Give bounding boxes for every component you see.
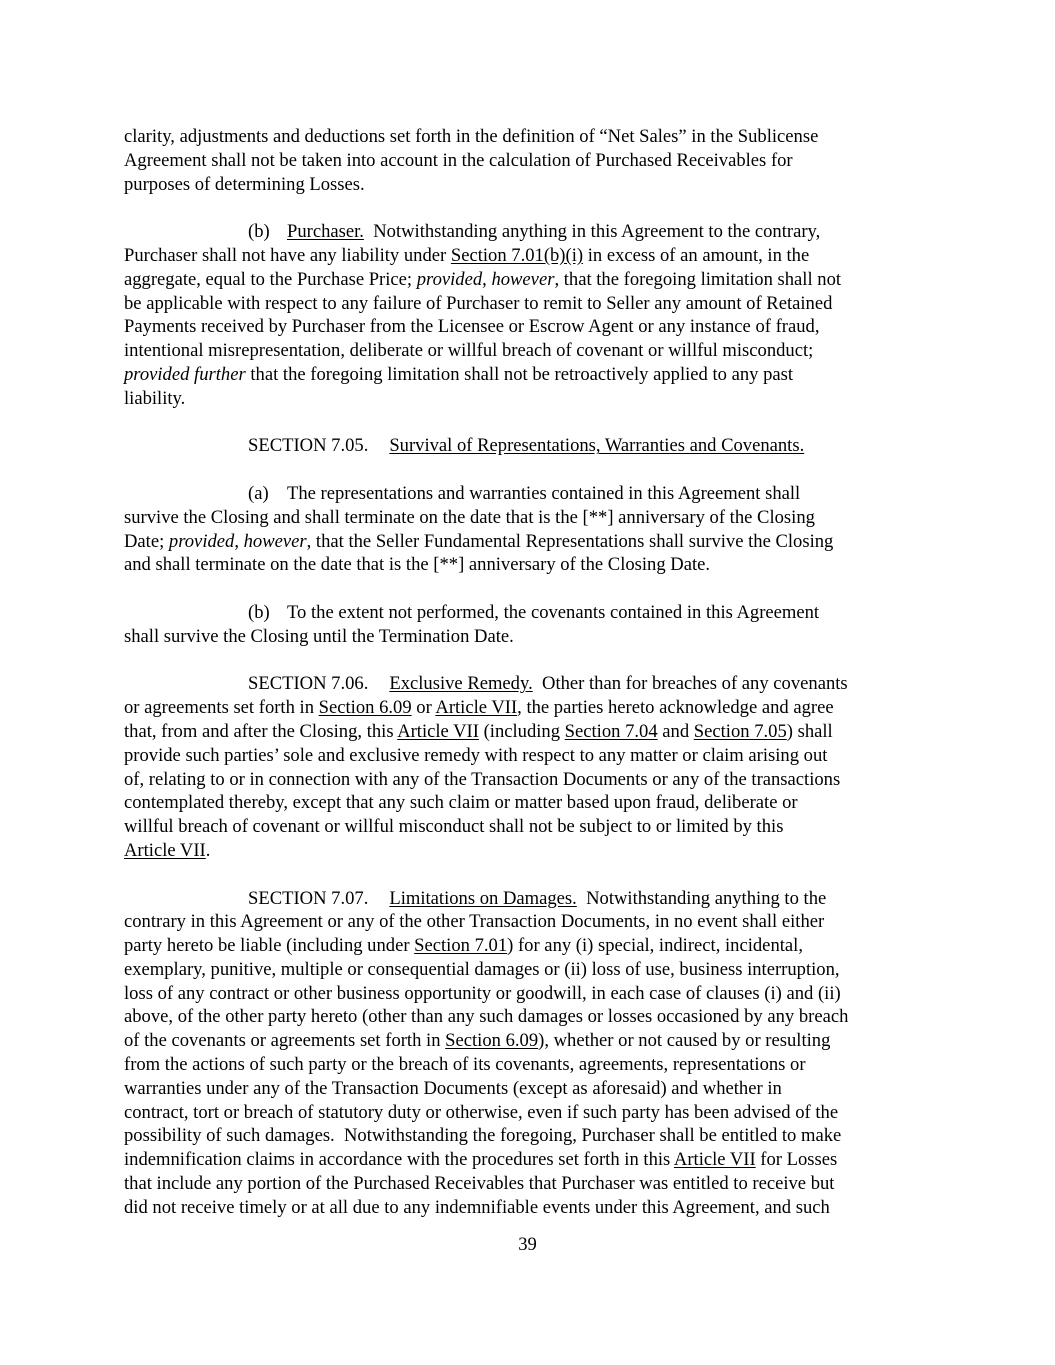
text-line: did not receive timely or at all due to any indemnifiable events under this Agreement, and such bbox=[124, 1196, 830, 1218]
section-number: SECTION 7.06. bbox=[248, 673, 369, 695]
text-line: willful breach of covenant or willful misconduct shall not be subject to or limited by this bbox=[124, 816, 784, 838]
cross-reference: Section 7.04 bbox=[564, 720, 658, 742]
text-line: loss of any contract or other business opportunity or goodwill, in each case of clauses (i) and (ii) bbox=[124, 982, 841, 1004]
cross-reference: Article VII bbox=[435, 697, 518, 719]
italic-term: however bbox=[243, 530, 307, 552]
text-span: Notwithstanding anything in this Agreement to the contrary, bbox=[363, 221, 821, 243]
cross-reference: Article VII bbox=[397, 720, 479, 742]
text-line: purposes of determining Losses. bbox=[124, 173, 365, 195]
section-title: Exclusive Remedy. bbox=[389, 673, 533, 695]
text-line: Agreement shall not be taken into account in the calculation of Purchased Receivables for bbox=[124, 149, 793, 171]
text-span: for Losses bbox=[755, 1149, 838, 1171]
italic-term: provided further bbox=[124, 363, 246, 385]
text-span: ) for any (i) special, indirect, incidental, bbox=[507, 935, 803, 957]
paragraph-survival-b bbox=[124, 601, 934, 649]
text-span: , that the foregoing limitation shall not bbox=[554, 268, 842, 290]
text-line: and shall terminate on the date that is the [**] anniversary of the Closing Date. bbox=[124, 554, 711, 576]
text-line: of, relating to or in connection with any of the Transaction Documents or any of the transactions bbox=[124, 768, 841, 790]
text-span: and bbox=[657, 720, 694, 742]
section-number: SECTION 7.07. bbox=[248, 887, 369, 909]
clause-label: (b) bbox=[248, 221, 270, 243]
text-span: ) shall bbox=[786, 720, 833, 742]
text-span: that, from and after the Closing, this bbox=[124, 720, 398, 742]
text-span: that the foregoing limitation shall not be retroactively applied to any past bbox=[245, 363, 794, 385]
text-span: , that the Seller Fundamental Representations shall survive the Closing bbox=[306, 530, 834, 552]
text-line: above, of the other party hereto (other than any such damages or losses occasioned by any breach bbox=[124, 1006, 849, 1028]
document-page bbox=[124, 125, 934, 1243]
clause-label: (a) bbox=[248, 482, 269, 504]
text-line: that include any portion of the Purchased Receivables that Purchaser was entitled to receive but bbox=[124, 1173, 835, 1195]
paragraph-survival-a bbox=[124, 482, 934, 577]
text-line: exemplary, punitive, multiple or consequential damages or (ii) loss of use, business interruption, bbox=[124, 958, 840, 980]
text-span: The representations and warranties contained in this Agreement shall bbox=[287, 482, 801, 504]
paragraph-purchaser bbox=[124, 220, 934, 410]
text-span: Notwithstanding anything to the bbox=[576, 887, 827, 909]
italic-term: however bbox=[491, 268, 555, 290]
section-title: Survival of Representations, Warranties and Covenants. bbox=[389, 435, 805, 457]
text-line: be applicable with respect to any failure of Purchaser to remit to Seller any amount of Retained bbox=[124, 292, 833, 314]
cross-reference: Section 7.05 bbox=[693, 720, 787, 742]
clause-heading: Purchaser. bbox=[287, 221, 364, 243]
section-7-06-paragraph bbox=[124, 672, 934, 862]
text-line: provide such parties’ sole and exclusive remedy with respect to any matter or claim arising out bbox=[124, 744, 828, 766]
text-span: Date; bbox=[124, 530, 169, 552]
text-line: Payments received by Purchaser from the Licensee or Escrow Agent or any instance of fraud, bbox=[124, 316, 820, 338]
text-line: warranties under any of the Transaction Documents (except as aforesaid) and whether in bbox=[124, 1077, 782, 1099]
text-span: or agreements set forth in bbox=[124, 697, 319, 719]
section-title: Limitations on Damages. bbox=[389, 887, 577, 909]
text-span: Purchaser shall not have any liability under bbox=[124, 244, 451, 266]
text-span: of the covenants or agreements set forth in bbox=[124, 1030, 446, 1052]
text-line: intentional misrepresentation, deliberate or willful breach of covenant or willful misconduct; bbox=[124, 340, 814, 362]
text-line: shall survive the Closing until the Termination Date. bbox=[124, 625, 514, 647]
italic-term: provided bbox=[416, 268, 483, 290]
section-7-07-paragraph bbox=[124, 887, 934, 1220]
clause-label: (b) bbox=[248, 601, 270, 623]
text-line: liability. bbox=[124, 387, 186, 409]
text-span: Other than for breaches of any covenants bbox=[532, 673, 848, 695]
cross-reference: Section 7.01 bbox=[414, 935, 508, 957]
text-span: , the parties hereto acknowledge and agree bbox=[517, 697, 834, 719]
cross-reference: Section 6.09 bbox=[318, 697, 412, 719]
text-span: or bbox=[411, 697, 436, 719]
text-span: . bbox=[205, 839, 211, 861]
cross-reference: Article VII bbox=[124, 839, 206, 861]
text-line: contract, tort or breach of statutory duty or otherwise, even if such party has been advised of the bbox=[124, 1101, 839, 1123]
section-number: SECTION 7.05. bbox=[248, 435, 369, 457]
page-number: 39 bbox=[518, 1234, 537, 1255]
paragraph-net-sales-continuation bbox=[124, 125, 934, 196]
text-span: , bbox=[234, 530, 244, 552]
text-span: (including bbox=[478, 720, 565, 742]
cross-reference: Section 6.09 bbox=[445, 1030, 539, 1052]
text-span: party hereto be liable (including under bbox=[124, 935, 415, 957]
section-7-05-heading bbox=[124, 434, 934, 458]
text-line: contemplated thereby, except that any such claim or matter based upon fraud, deliberate or bbox=[124, 792, 798, 814]
italic-term: provided bbox=[168, 530, 235, 552]
cross-reference: Section 7.01(b)(i) bbox=[450, 244, 584, 266]
text-line: survive the Closing and shall terminate on the date that is the [**] anniversary of the Closing bbox=[124, 506, 815, 528]
cross-reference: Article VII bbox=[673, 1149, 756, 1171]
text-span: in excess of an amount, in the bbox=[583, 244, 810, 266]
text-line: clarity, adjustments and deductions set forth in the definition of “Net Sales” in the Sublicense bbox=[124, 126, 819, 147]
text-span: aggregate, equal to the Purchase Price; bbox=[124, 268, 417, 290]
text-line: contrary in this Agreement or any of the other Transaction Documents, in no event shall either bbox=[124, 911, 825, 933]
text-span: To the extent not performed, the covenants contained in this Agreement bbox=[287, 601, 820, 623]
text-span: indemnification claims in accordance with the procedures set forth in this bbox=[124, 1149, 674, 1171]
text-line: possibility of such damages. Notwithstanding the foregoing, Purchaser shall be entitled to make bbox=[124, 1125, 842, 1147]
text-line: from the actions of such party or the breach of its covenants, agreements, representations or bbox=[124, 1054, 806, 1076]
text-span: ), whether or not caused by or resulting bbox=[538, 1030, 831, 1052]
text-span: , bbox=[482, 268, 492, 290]
